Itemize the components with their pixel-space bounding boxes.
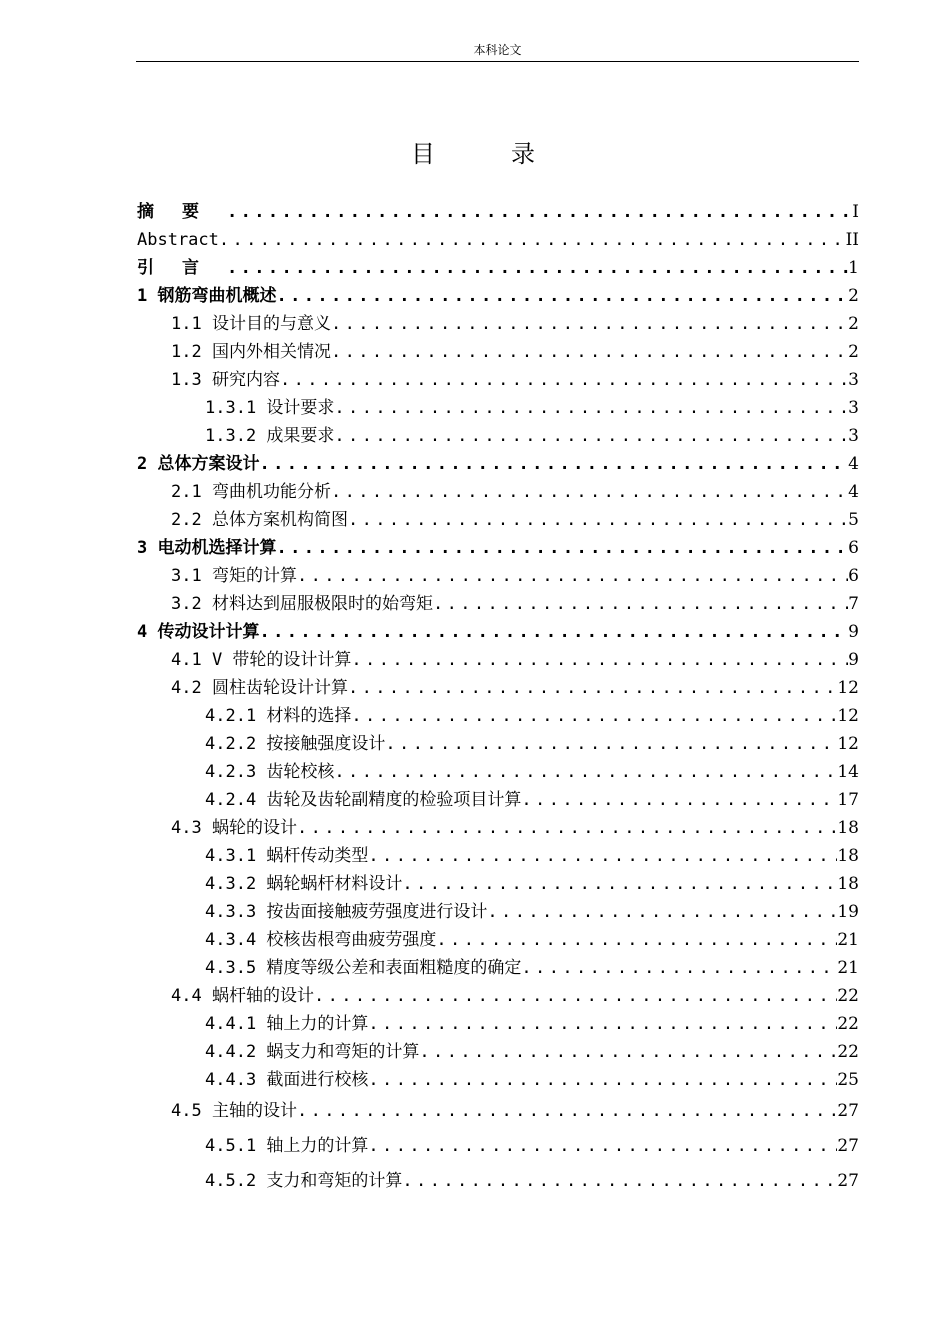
toc-entry[interactable] [137, 279, 859, 307]
toc-entry-page: 22 [837, 986, 859, 1006]
toc-entry-page: 21 [837, 958, 859, 978]
toc-leader-dots [521, 789, 837, 811]
toc-entry-page: 6 [848, 566, 859, 586]
toc-title-left: 目 [411, 140, 439, 168]
toc-entry[interactable] [137, 923, 859, 951]
toc-leader-dots [368, 845, 837, 867]
toc-entry-label: 4.5.2 支力和弯矩的计算 [205, 1171, 403, 1191]
toc-leader-dots [487, 901, 837, 923]
toc-entry[interactable] [137, 615, 859, 643]
toc-entry[interactable] [137, 839, 859, 867]
toc-entry-page: 27 [837, 1136, 859, 1156]
toc-leader-dots [402, 873, 837, 895]
toc-leader-dots [402, 1170, 837, 1192]
toc-entry-label: 4.4.3 截面进行校核 [205, 1070, 369, 1090]
toc-entry-label: 4.5 主轴的设计 [171, 1101, 297, 1121]
toc-entry[interactable] [137, 251, 859, 279]
toc-entry-page: 9 [848, 622, 859, 642]
toc-entry-label: 4.5.1 轴上力的计算 [205, 1136, 369, 1156]
toc-leader-dots [521, 957, 837, 979]
toc-entry-label: 4.2 圆柱齿轮设计计算 [171, 678, 348, 698]
toc-entry-label: 4.4.1 轴上力的计算 [205, 1014, 369, 1034]
toc-entry-label: 4 传动设计计算 [137, 622, 260, 642]
toc-leader-dots [297, 565, 848, 587]
toc-entry[interactable] [137, 363, 859, 391]
toc-entry-label: 1.3.1 设计要求 [205, 398, 335, 418]
toc-entry-page: 6 [848, 538, 859, 558]
toc-entry-label: Abstract [137, 230, 219, 250]
toc-entry[interactable] [137, 895, 859, 923]
toc-leader-dots [259, 621, 848, 643]
toc-entry-page: 14 [837, 762, 859, 782]
toc-leader-dots [331, 341, 848, 363]
toc-entry-page: 2 [848, 314, 859, 334]
toc-entry-page: 3 [848, 398, 859, 418]
toc-entry-label: 3 电动机选择计算 [137, 538, 277, 558]
toc-entry-page: 12 [837, 734, 859, 754]
toc-entry[interactable] [137, 559, 859, 587]
toc-entry-label: 4.3.2 蜗轮蜗杆材料设计 [205, 874, 403, 894]
toc-entry-label: 2.1 弯曲机功能分析 [171, 482, 331, 502]
toc-entry[interactable] [137, 699, 859, 727]
toc-title-right: 录 [511, 140, 539, 168]
toc-entry[interactable] [137, 307, 859, 335]
toc-entry[interactable] [137, 391, 859, 419]
toc-entry-label: 4.3 蜗轮的设计 [171, 818, 297, 838]
toc-entry-page: 22 [837, 1042, 859, 1062]
toc-entry-label: 4.3.3 按齿面接触疲劳强度进行设计 [205, 902, 488, 922]
toc-leader-dots [297, 1100, 837, 1122]
toc-entry-page: 7 [848, 594, 859, 614]
toc-entry-label: 1 钢筋弯曲机概述 [137, 286, 277, 306]
toc-entry-page: 22 [837, 1014, 859, 1034]
toc-entry-page: 18 [837, 846, 859, 866]
table-of-contents [137, 195, 859, 1192]
toc-leader-dots [334, 761, 837, 783]
toc-leader-dots [348, 509, 848, 531]
toc-entry[interactable] [137, 419, 859, 447]
toc-leader-dots [348, 677, 837, 699]
toc-entry[interactable] [137, 587, 859, 615]
toc-entry-page: 4 [848, 482, 859, 502]
toc-leader-dots [368, 1069, 837, 1091]
toc-entry-page: 27 [837, 1171, 859, 1191]
toc-entry-label: 2.2 总体方案机构简图 [171, 510, 348, 530]
toc-leader-dots [334, 397, 848, 419]
toc-leader-dots [259, 453, 848, 475]
toc-entry[interactable] [137, 643, 859, 671]
toc-leader-dots [227, 201, 852, 223]
toc-leader-dots [436, 929, 837, 951]
toc-entry-label: 4.1 V 带轮的设计计算 [171, 650, 352, 670]
toc-entry[interactable] [137, 671, 859, 699]
toc-leader-dots [419, 1041, 837, 1063]
toc-entry-label: 4.2.3 齿轮校核 [205, 762, 335, 782]
toc-entry[interactable] [137, 783, 859, 811]
toc-leader-dots [351, 705, 837, 727]
toc-entry-label: 1.2 国内外相关情况 [171, 342, 331, 362]
toc-entry-label: 4.2.1 材料的选择 [205, 706, 352, 726]
toc-leader-dots [331, 481, 848, 503]
toc-entry-label: 1.3 研究内容 [171, 370, 280, 390]
toc-entry-label: 3.1 弯矩的计算 [171, 566, 297, 586]
toc-leader-dots [219, 229, 846, 251]
toc-leader-dots [351, 649, 848, 671]
toc-entry-label: 4.2.4 齿轮及齿轮副精度的检验项目计算 [205, 790, 522, 810]
toc-entry-label: 引言 [137, 258, 227, 278]
toc-entry-label: 2 总体方案设计 [137, 454, 260, 474]
toc-entry[interactable] [137, 475, 859, 503]
toc-entry-label: 1.1 设计目的与意义 [171, 314, 331, 334]
toc-entry[interactable] [137, 1091, 859, 1122]
toc-entry-label: 摘要 [137, 202, 227, 222]
toc-entry-label: 3.2 材料达到屈服极限时的始弯矩 [171, 594, 433, 614]
toc-entry-page: 12 [837, 706, 859, 726]
toc-entry[interactable] [137, 1157, 859, 1192]
toc-entry[interactable] [137, 867, 859, 895]
toc-leader-dots [276, 537, 848, 559]
toc-entry[interactable] [137, 531, 859, 559]
toc-leader-dots [280, 369, 848, 391]
toc-entry-page: 12 [837, 678, 859, 698]
toc-entry-page: 25 [837, 1070, 859, 1090]
toc-entry-page: 21 [837, 930, 859, 950]
header-rule [136, 61, 859, 62]
toc-entry[interactable] [137, 811, 859, 839]
toc-entry-label: 4.4 蜗杆轴的设计 [171, 986, 314, 1006]
toc-leader-dots [334, 425, 848, 447]
toc-entry[interactable] [137, 223, 859, 251]
toc-entry[interactable] [137, 1035, 859, 1063]
toc-title [0, 134, 950, 169]
toc-entry-page: 9 [848, 650, 859, 670]
toc-leader-dots [314, 985, 837, 1007]
toc-leader-dots [297, 817, 837, 839]
toc-entry-page: 3 [848, 426, 859, 446]
toc-leader-dots [331, 313, 848, 335]
toc-entry-page: 3 [848, 370, 859, 390]
toc-entry-label: 4.2.2 按接触强度设计 [205, 734, 386, 754]
toc-leader-dots [433, 593, 848, 615]
toc-entry-page: 2 [848, 342, 859, 362]
toc-entry-page: 2 [848, 286, 859, 306]
toc-entry-label: 4.3.4 校核齿根弯曲疲劳强度 [205, 930, 437, 950]
toc-leader-dots [368, 1013, 837, 1035]
toc-entry[interactable] [137, 503, 859, 531]
toc-entry[interactable] [137, 1122, 859, 1157]
toc-entry-page: 5 [848, 510, 859, 530]
toc-entry-label: 4.3.1 蜗杆传动类型 [205, 846, 369, 866]
toc-entry-page: 18 [837, 818, 859, 838]
toc-entry-page: 19 [837, 902, 859, 922]
toc-entry[interactable] [137, 1007, 859, 1035]
toc-entry[interactable] [137, 727, 859, 755]
toc-entry-label: 4.3.5 精度等级公差和表面粗糙度的确定 [205, 958, 522, 978]
toc-entry-page: II [845, 230, 859, 250]
toc-entry-page: I [852, 202, 859, 222]
toc-entry-page: 18 [837, 874, 859, 894]
toc-entry[interactable] [137, 979, 859, 1007]
toc-entry[interactable] [137, 951, 859, 979]
toc-entry[interactable] [137, 335, 859, 363]
toc-entry[interactable] [137, 195, 859, 223]
toc-leader-dots [276, 285, 848, 307]
toc-leader-dots [385, 733, 837, 755]
toc-entry-label: 4.4.2 蜗支力和弯矩的计算 [205, 1042, 420, 1062]
running-header: 本科论文 [473, 43, 522, 57]
toc-leader-dots [368, 1135, 837, 1157]
toc-entry[interactable] [137, 447, 859, 475]
toc-entry-label: 1.3.2 成果要求 [205, 426, 335, 446]
toc-entry-page: 4 [848, 454, 859, 474]
toc-entry-page: 27 [837, 1101, 859, 1121]
toc-leader-dots [227, 257, 848, 279]
toc-entry[interactable] [137, 755, 859, 783]
toc-entry-page: 17 [837, 790, 859, 810]
toc-entry[interactable] [137, 1063, 859, 1091]
toc-entry-page: 1 [848, 258, 859, 278]
